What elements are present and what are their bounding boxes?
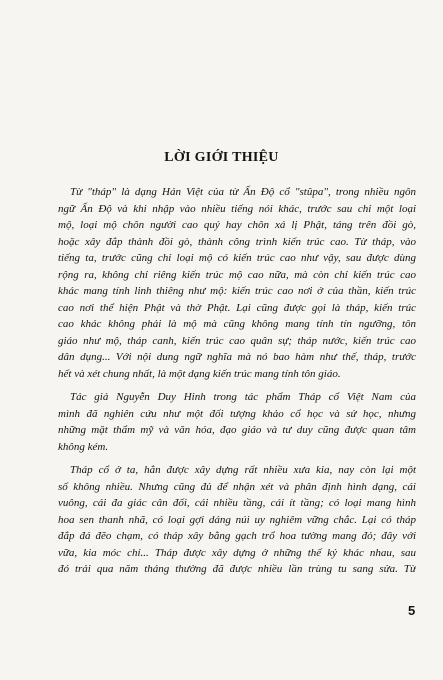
text-line: mộ, loại mộ chôn người cao quý hay chôn xá lị Phật, táng trên đồi gò, [58,219,416,231]
text-line: không kém. [58,440,109,453]
text-line: những mặt thẩm mỹ và văn hóa, đạo giáo và tư duy cũng được quan tâm [58,424,416,436]
text-line: hết và xét chung nhất, là một dạng kiến trúc mang tính tôn giáo. [58,367,341,380]
text-line: hoặc xây đắp thành đồi gò, thành công trình kiến trúc cao. Từ tháp, vào [58,235,416,248]
text-line: vữa, kia móc chỉ... Tháp được xây dựng ở những thế kỷ khác nhau, sau [58,546,416,559]
text-line: ngữ Ấn Độ và khi nhập vào nhiều tiếng nói khác, trước sau chỉ một loại [58,202,416,215]
text-line: cao khác không phải là mộ mà cũng không mang tính tín ngưỡng, tôn [58,318,416,330]
text-line: đó trải qua năm tháng thường đã được nhiều lần trùng tu sang sửa. Từ [58,563,416,575]
body-text [58,184,416,585]
paragraph-3 [58,462,416,578]
page-title: LỜI GIỚI THIỆU [164,150,279,165]
text-line: đắp đá đẽo chạm, có tháp xây bằng gạch trổ hoa tường mang đỏ; đây với [58,530,416,542]
page-number: 5 [408,603,416,618]
text-line: giáo như mộ, tháp canh, kiến trúc cao quân sự; tháp nước, kiến trúc cao [58,334,416,347]
text-line: mình đã nghiên cứu như một đối tượng khảo cổ học và sử học, nhưng [58,407,416,420]
text-line: hoa sen thanh nhã, có loại gợi dáng núi uy nghiêm vững chắc. Lại có tháp [58,513,416,526]
text-line: Tác giả Nguyễn Duy Hinh trong tác phẩm Tháp cổ Việt Nam của [70,391,416,403]
text-line: Tháp cổ ở ta, hẳn được xây dựng rất nhiều xưa kia, nay còn lại một [70,464,416,476]
text-line: khác mang tính linh thiêng như mộ: kiến trúc cao nơi ở của thần, kiến trúc [58,285,416,297]
text-line: Từ "tháp" là dạng Hán Việt của từ Ấn Độ cổ "stûpa", trong nhiều ngôn [70,186,416,198]
text-line: tiếng ta, trước cũng chỉ loại mộ có kiến trúc cao như vậy, sau được dùng [58,252,416,264]
paragraph-2 [58,389,416,455]
text-line: rộng ra, không chỉ riêng kiến trúc mộ cao nữa, mà còn chỉ kiến trúc cao [58,268,416,281]
text-line: dân dụng... Với nội dung ngữ nghĩa mà nó bao hàm như thế, tháp, trước [58,351,416,363]
text-line: vuông, cái đa giác cân đối, cái nhiều tầng, cái ít tầng; có loại mang hình [58,497,416,509]
paragraph-1 [58,184,416,382]
text-line: số không nhiều. Nhưng cũng đủ để nhận xét và phân định hình dạng, cái [58,480,416,493]
text-line: cao nơi thể hiện Phật và thờ Phật. Lại cũng được gọi là tháp, kiến trúc [58,301,416,314]
